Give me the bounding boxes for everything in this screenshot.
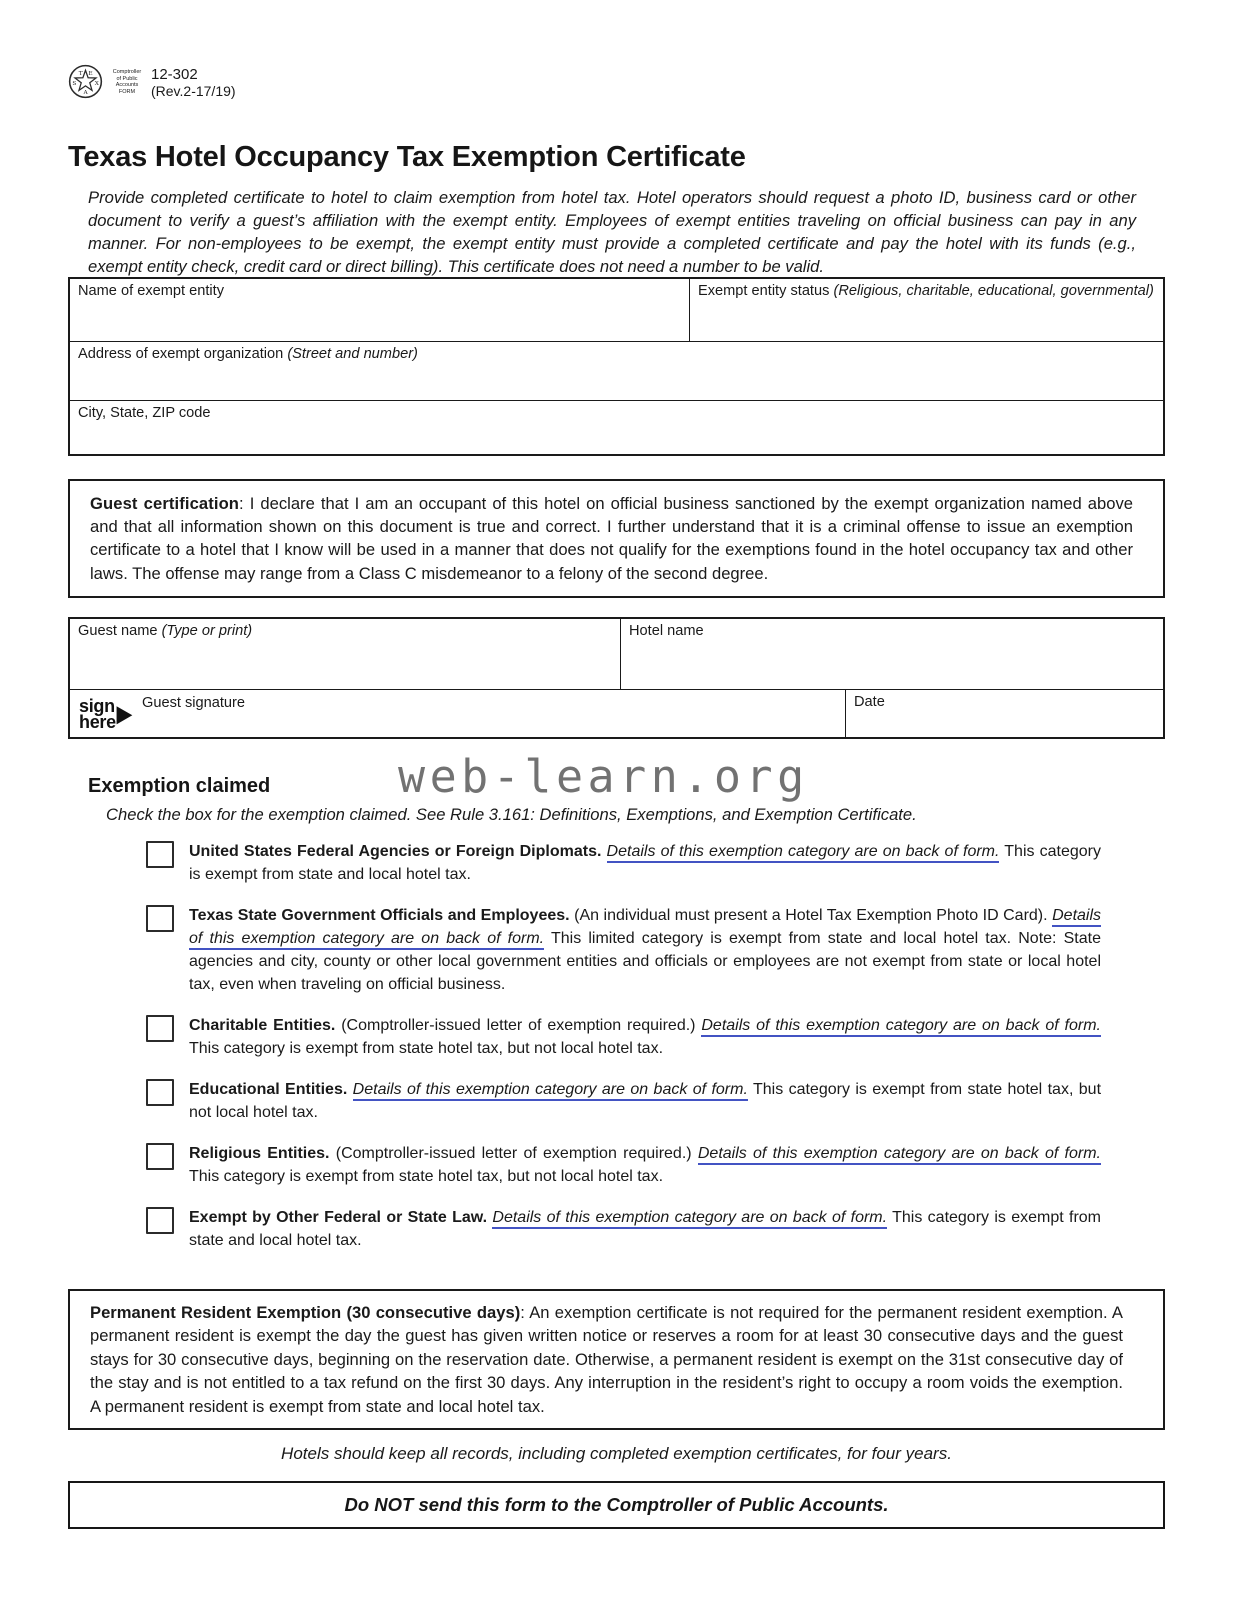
exemption-item-desc: This category is exempt from state and local hotel tax. <box>189 843 1101 883</box>
signature-table <box>68 617 1165 739</box>
exemption-item-title: Charitable Entities. <box>189 1017 336 1034</box>
exemption-item-text <box>189 1206 1101 1252</box>
seal-letter: T <box>78 71 83 78</box>
checkbox-charitable-entities[interactable] <box>146 1015 174 1042</box>
certification-label: Guest certification <box>90 494 240 513</box>
date-field[interactable] <box>846 690 1163 737</box>
exemption-item-desc: This category is exempt from state and local hotel tax. <box>189 1209 1102 1249</box>
exemption-item-text <box>189 1014 1101 1060</box>
form-number-block <box>151 64 236 99</box>
field-label: Exempt entity status <box>698 283 830 299</box>
entity-row-3 <box>70 400 1163 454</box>
do-not-send-text: Do NOT send this form to the Comptroller of Public Accounts. <box>344 1494 889 1515</box>
field-hint: (Religious, charitable, educational, governmental) <box>833 283 1154 299</box>
records-note: Hotels should keep all records, including completed exemption certificates, for four years. <box>281 1444 952 1463</box>
intro-paragraph: Provide completed certificate to hotel to claim exemption from hotel tax. Hotel operators should request a photo ID, business card or other document to verify a guest’s affiliation with the exempt entity. Employees of exempt entities traveling on official business can pay in any manner. For non-employees to be exempt, the exempt entity must provide a completed certificate and pay the hotel with its funds (e.g., exempt entity check, credit card or direct billing). This certificate does not need a number to be valid. <box>88 187 1136 277</box>
field-label: Address of exempt organization <box>78 346 284 362</box>
exemption-item-note: (Comptroller-issued letter of exemption required.) <box>335 1145 692 1162</box>
field-label: Date <box>854 694 885 710</box>
guest-signature-field[interactable] <box>70 690 846 737</box>
exemption-item-desc: This limited category is exempt from state and local hotel tax. Note: State agencies and city, county or other local government entities and officials or employees are not exempt from state or local hotel tax, even when traveling on official business. <box>189 930 1101 993</box>
guest-name-field[interactable] <box>70 619 621 689</box>
exemption-item-desc: This category is exempt from state hotel tax, but not local hotel tax. <box>189 1081 1102 1121</box>
seal-letter: S <box>72 80 77 87</box>
details-link[interactable]: Details of this exemption category are on back of form. <box>607 843 1000 863</box>
certification-text: : I declare that I am an occupant of this hotel on official business sanctioned by the exempt organization named above and that all information shown on this document is true and correct. I further understand that it is a criminal offense to issue an exemption certificate to a hotel that I know will be used in a manner that does not qualify for the exemptions found in the hotel occupancy tax and other laws. The offense may range from a Class C misdemeanor to a felony of the second degree. <box>90 494 1133 583</box>
checkbox-religious-entities[interactable] <box>146 1143 174 1170</box>
exemption-instruction: Check the box for the exemption claimed. See Rule 3.161: Definitions, Exemptions, and Exemption Certificate. <box>106 805 917 824</box>
signature-row-2 <box>70 689 1163 737</box>
sign-here-arrow-icon: ▶ <box>116 702 132 727</box>
exempt-entity-status-field[interactable] <box>690 279 1163 341</box>
guest-certification-box <box>68 479 1165 598</box>
exemption-item-educational <box>146 1078 1101 1124</box>
exemption-item-other-law <box>146 1206 1101 1252</box>
permanent-resident-text: : An exemption certificate is not required for the permanent resident exemption. A permanent resident is exempt the day the guest has given written notice or reserves a room for at least 30 consecutive days and the guest stays for 30 consecutive days, beginning on the reservation date. Otherwise, a permanent resident is exempt on the 31st consecutive day of the stay and is not entitled to a tax refund on the first 30 days. Any interruption in the resident’s right to occupy a room voids the exemption. A permanent resident is exempt from state and local hotel tax. <box>90 1303 1124 1416</box>
exemption-item-federal <box>146 840 1101 886</box>
agency-line: Accounts <box>115 82 139 89</box>
details-link[interactable]: Details of this exemption category are on back of form. <box>701 1017 1101 1037</box>
details-link[interactable]: Details of this exemption category are on back of form. <box>189 907 1101 950</box>
form-header <box>68 64 236 99</box>
exemption-item-text <box>189 1078 1101 1124</box>
address-field[interactable] <box>70 342 1163 400</box>
page-title: Texas Hotel Occupancy Tax Exemption Certificate <box>68 141 746 174</box>
exemption-item-text <box>189 904 1101 996</box>
watermark: web-learn.org <box>398 750 809 803</box>
field-label: Name of exempt entity <box>78 283 225 299</box>
exemption-item-texas-state <box>146 904 1101 996</box>
field-label: Hotel name <box>629 623 704 639</box>
checkbox-educational-entities[interactable] <box>146 1079 174 1106</box>
texas-comptroller-seal-icon <box>68 64 103 99</box>
agency-line: FORM <box>118 88 136 95</box>
seal-letter: X <box>94 80 99 87</box>
form-number: 12-302 <box>151 66 198 83</box>
sign-here-text: here <box>79 711 116 732</box>
field-label: Guest signature <box>142 695 246 711</box>
sign-here-marker <box>79 696 132 732</box>
exemption-item-title: Texas State Government Officials and Employees. <box>189 907 570 924</box>
sign-here-text: sign <box>79 696 115 716</box>
exemption-item-title: Exempt by Other Federal or State Law. <box>189 1209 488 1226</box>
field-label: City, State, ZIP code <box>78 405 211 421</box>
permanent-resident-box <box>68 1289 1165 1430</box>
agency-line: of Public <box>116 75 138 82</box>
exemption-item-text <box>189 840 1101 886</box>
seal-letter: E <box>88 71 93 78</box>
exemption-item-note: (Comptroller-issued letter of exemption required.) <box>341 1017 696 1034</box>
exemption-claimed-heading: Exemption claimed <box>88 775 271 797</box>
checkbox-texas-state-officials[interactable] <box>146 905 174 932</box>
exemption-item-charitable <box>146 1014 1101 1060</box>
exemption-item-text <box>189 1142 1101 1188</box>
details-link[interactable]: Details of this exemption category are on back of form. <box>492 1209 887 1229</box>
checkbox-other-federal-state-law[interactable] <box>146 1207 174 1234</box>
exemption-item-desc: This category is exempt from state hotel tax, but not local hotel tax. <box>189 1040 664 1057</box>
field-hint: (Type or print) <box>161 623 253 639</box>
do-not-send-box <box>68 1481 1165 1529</box>
agency-line: Comptroller <box>112 69 142 75</box>
field-label: Guest name <box>78 623 158 639</box>
exemption-item-title: Educational Entities. <box>189 1081 348 1098</box>
hotel-name-field[interactable] <box>621 619 1163 689</box>
exemption-item-desc: This category is exempt from state hotel tax, but not local hotel tax. <box>189 1168 664 1185</box>
details-link[interactable]: Details of this exemption category are on back of form. <box>353 1081 748 1101</box>
exemption-item-religious <box>146 1142 1101 1188</box>
exemption-item-title: United States Federal Agencies or Foreign Diplomats. <box>189 843 602 860</box>
entity-row-2 <box>70 341 1163 400</box>
field-hint: (Street and number) <box>287 346 418 362</box>
city-state-zip-field[interactable] <box>70 401 1163 454</box>
entity-row-1 <box>70 279 1163 341</box>
name-of-exempt-entity-field[interactable] <box>70 279 690 341</box>
exemption-options-list <box>146 840 1101 1270</box>
checkbox-federal-agencies[interactable] <box>146 841 174 868</box>
form-revision: (Rev.2-17/19) <box>151 82 236 99</box>
signature-row-1 <box>70 619 1163 689</box>
details-link[interactable]: Details of this exemption category are on back of form. <box>698 1145 1101 1165</box>
exemption-item-note: (An individual must present a Hotel Tax Exemption Photo ID Card). <box>574 907 1048 924</box>
exemption-item-title: Religious Entities. <box>189 1145 330 1162</box>
seal-letter: A <box>83 90 88 97</box>
entity-info-table <box>68 277 1165 456</box>
agency-name <box>108 64 146 95</box>
permanent-resident-label: Permanent Resident Exemption (30 consecutive days) <box>90 1303 521 1322</box>
